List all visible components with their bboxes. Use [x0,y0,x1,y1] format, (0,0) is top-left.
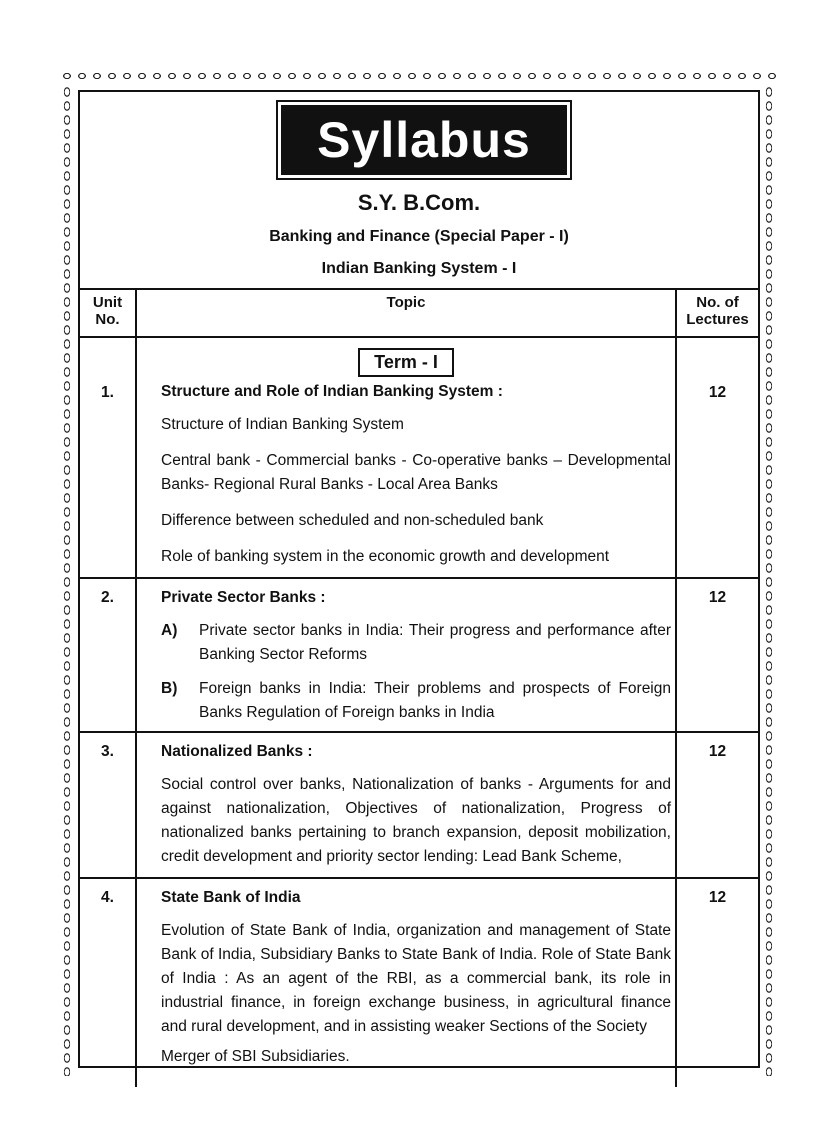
unit-title: Structure and Role of Indian Banking System : [161,383,503,400]
item-text: Private sector banks in India: Their progress and performance after Banking Sector Reforms [199,622,671,663]
title-box [276,100,572,180]
table-row [80,337,758,578]
syllabus-header [80,92,758,286]
unit-number: 4. [101,889,114,906]
decorative-border-top [60,68,780,84]
lecture-count: 12 [708,743,727,760]
unit-title: Private Sector Banks : [161,589,326,606]
syllabus-frame [78,90,760,1068]
topic-line: Structure of Indian Banking System [161,416,404,433]
item-label: A) [161,622,178,639]
unit-number: 2. [101,589,114,606]
table-row [80,732,758,878]
lecture-count: 12 [708,889,727,906]
unit-title: Nationalized Banks : [161,743,313,760]
lecture-count: 12 [708,384,727,401]
unit-title: State Bank of India [161,889,301,906]
table-row [80,578,758,732]
subject-name: Banking and Finance (Special Paper - I) [269,228,569,245]
unit-number: 3. [101,743,114,760]
syllabus-table [80,288,758,1087]
page-title: Syllabus [281,105,567,175]
topic-line: Merger of SBI Subsidiaries. [161,1048,350,1065]
unit-number: 1. [101,384,114,401]
paper-name: Indian Banking System - I [321,260,517,277]
course-name: S.Y. B.Com. [357,190,481,215]
lectures-column-header: No. of Lectures [676,289,758,337]
topic-line: Difference between scheduled and non-scheduled bank [161,512,544,529]
list-item [161,619,671,667]
item-text: Foreign banks in India: Their problems and prospects of Foreign Banks Regulation of Foreign banks in India [199,680,671,721]
decorative-border-right [762,86,776,1076]
decorative-border-left [60,86,74,1076]
item-label: B) [161,680,178,697]
topic-line: Central bank - Commercial banks - Co-operative banks – Developmental Banks- Regional Rural Banks - Local Area Banks [161,452,671,493]
topic-line: Social control over banks, Nationalization of banks - Arguments for and against nationalization, Objectives of nationalization, Progress of nationalized banks pertaining to branch expansion, deposit mobilization, credit development and priority sector lending: Lead Bank Scheme, [161,776,671,865]
unit-column-header: Unit No. [80,289,136,337]
topic-line: Role of banking system in the economic growth and development [161,548,610,565]
table-row [80,878,758,1087]
topic-column-header: Topic [136,289,676,337]
list-item [161,677,671,725]
lecture-count: 12 [708,589,727,606]
topic-line: Evolution of State Bank of India, organization and management of State Bank of India, Subsidiary Banks to State Bank of India. Role of State Bank of India : As an agent of the RBI, as a commercial bank, its role in industrial finance, in foreign exchange business, in agricultural finance and rural development, and in assisting weaker Sections of the Society [161,922,671,1035]
term-label: Term - I [358,348,454,377]
table-header-row [80,289,758,337]
